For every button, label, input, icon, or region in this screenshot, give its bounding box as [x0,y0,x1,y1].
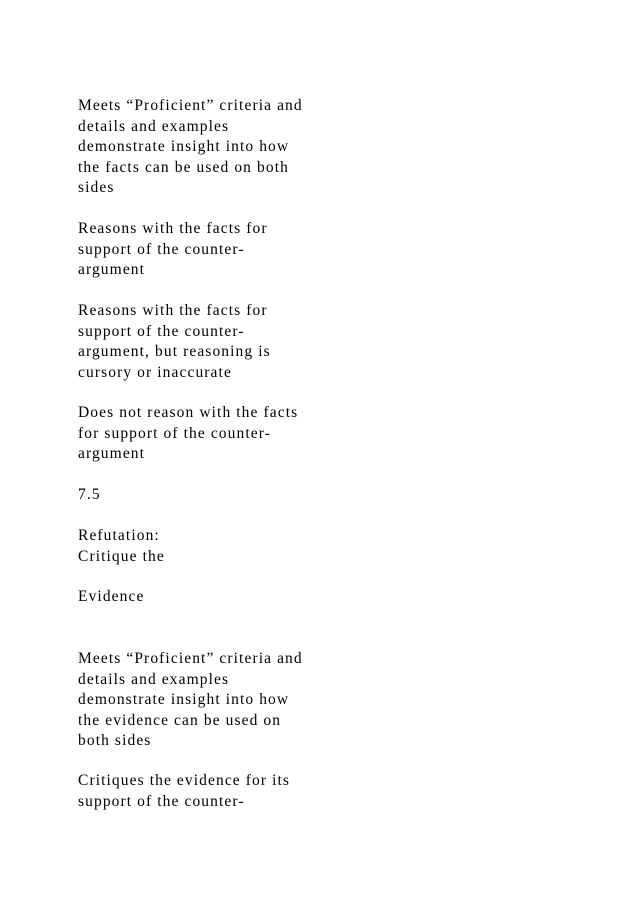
text-line: the evidence can be used on [78,711,282,729]
criterion-title-continued [78,587,144,608]
text-line: Reasons with the facts for [78,220,268,237]
text-line: argument, but reasoning is [78,343,271,360]
text-line: sides [78,179,115,196]
text-line: Meets “Proficient” criteria and [78,650,303,667]
text-line: Critique the [78,547,165,565]
paragraph-exemplary-evidence [78,649,303,752]
text-line: argument [78,261,146,278]
text-line: Meets “Proficient” criteria and [78,97,303,114]
text-line: Critiques the evidence for its [78,772,291,789]
paragraph-beginning-facts [78,403,298,465]
text-line: argument [78,445,146,462]
text-line: demonstrate insight into how [78,138,290,155]
text-line: support of the counter- [78,322,245,340]
text-line: cursory or inaccurate [78,363,232,381]
text-line: details and examples [78,670,230,688]
paragraph-developing-facts [78,301,271,383]
text-line: support of the counter- [78,792,245,810]
text-line: the facts can be used on both [78,158,289,176]
text-line: 7.5 [78,486,101,503]
text-line: both sides [78,732,152,749]
text-line: demonstrate insight into how [78,691,290,708]
points-value [78,485,101,506]
text-line: Refutation: [78,527,160,544]
paragraph-exemplary-facts [78,96,303,199]
text-line: Evidence [78,588,145,605]
paragraph-proficient-facts [78,219,268,281]
text-line: for support of the counter- [78,424,271,442]
paragraph-proficient-evidence [78,771,290,812]
text-line: Reasons with the facts for [78,302,268,319]
text-line: details and examples [78,117,230,135]
text-line: support of the counter- [78,240,245,258]
criterion-title [78,526,165,567]
text-line: Does not reason with the facts [78,404,299,421]
